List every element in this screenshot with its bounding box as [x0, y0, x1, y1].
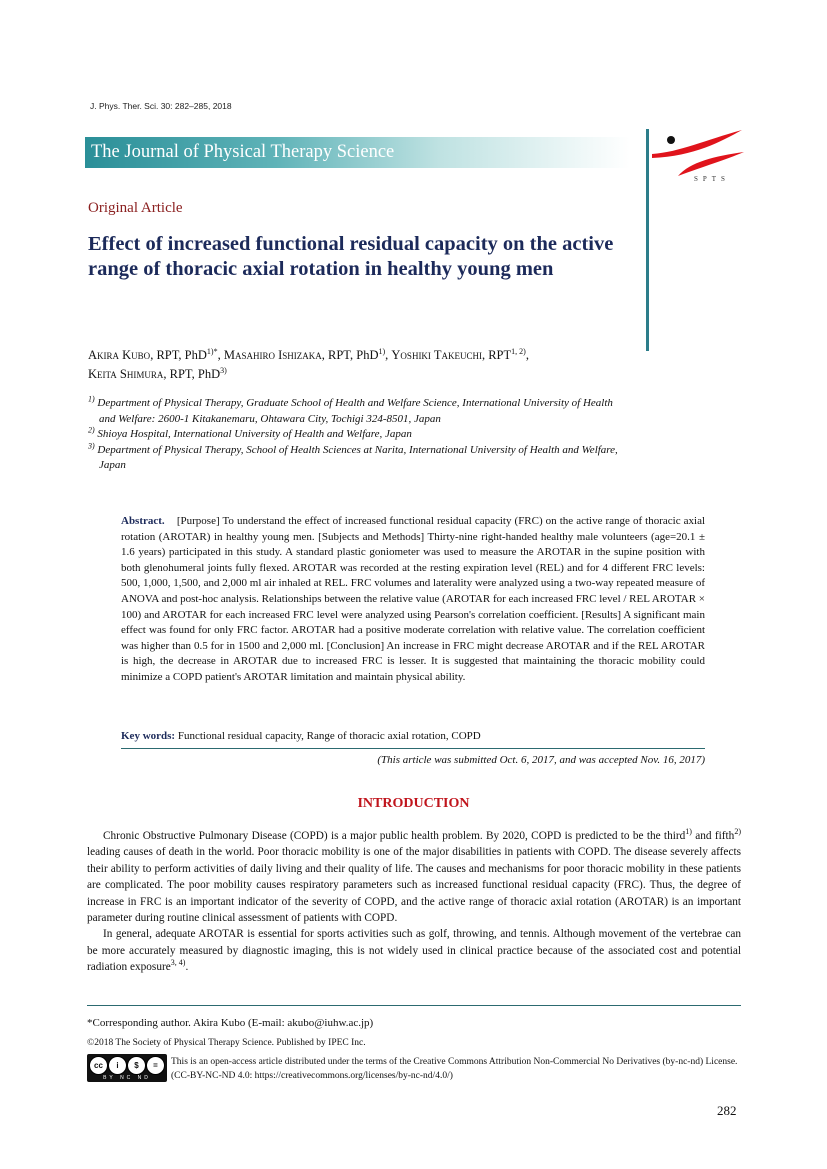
author-list: [88, 346, 628, 384]
journal-name: The Journal of Physical Therapy Science: [91, 142, 395, 162]
keywords-text: Functional residual capacity, Range of thoracic axial rotation, COPD: [175, 730, 481, 742]
divider: [646, 129, 649, 351]
author: Yoshiki Takeuchi, RPT$^{1, 2)}$,: [391, 346, 529, 362]
logo-swoosh-icon: [650, 128, 745, 178]
citation-ref[interactable]: 1): [685, 827, 692, 837]
section-heading: INTRODUCTION: [357, 796, 470, 811]
divider: [121, 748, 705, 749]
article-type: Original Article: [88, 200, 183, 216]
affiliations: [88, 396, 618, 474]
license-text: This is an open-access article distributed under the terms of the Creative Commons Attribution Non-Commercial No Derivatives (by-nc-nd) License. (CC-BY-NC-ND 4.0: https://creativecommons.org/licenses/by-nc-nd/4.0/): [171, 1057, 738, 1081]
author: Masahiro Ishizaka, RPT, PhD$^{1)}$,: [223, 346, 392, 362]
abstract-text: [Purpose] To understand the effect of increased functional residual capacity (FRC) on the active range of thoracic axial rotation (AROTAR) in healthy young men. [Subjects and Methods] Thirty-nine right-handed healthy male volunteers (age=20.1 ± 1.6 years) participated in this study. A standard plastic goniometer was used to measure the AROTAR in the supine position with both glenohumeral joints fully flexed. AROTAR was recorded at the resting expiration level (REL) and for 4 different FRC levels: 500, 1,000, 1,500, and 2,000 ml air inhaled at REL. FRC volumes and laterality were analyzed using a two-way repeated measure of ANOVA and post-hoc analysis. Relationships between the relative value (AROTAR for each increased FRC level / REL AROTAR × 100) and AROTAR for each increased FRC level were analyzed using Pearson's correlation coefficient. [Results] A significant main effect was found for only FRC factor. AROTAR had a positive moderate correlation with relative value. The correlation coefficient was higher than 0.5 for in 1500 and 2,000 ml. [Conclusion] An increase in FRC might decrease AROTAR and if the REL AROTAR is high, the decrease in AROTAR due to increased FRC is lesser. It is suggested that maintaining the thoracic mobility could minimize a COPD patient's AROTAR limitation and maintain physical ability.: [121, 515, 706, 683]
submission-dates: (This article was submitted Oct. 6, 2017, and was accepted Nov. 16, 2017): [377, 754, 705, 766]
citation-ref[interactable]: 2): [734, 827, 741, 837]
abstract-label: Abstract.: [121, 515, 165, 527]
paragraph: Chronic Obstructive Pulmonary Disease (COPD) is a major public health problem. By 2020, COPD is predicted to be the third$^{1)}$ and fifth$^{2)}$ leading causes of death in the world. Poor thoracic mobility is one of the major disabilities in patients with COPD. The disease severely affects their ability to perform activities of daily living and their quality of life. The causes and mechanisms for poor thoracic mobility in these patients are complicated. The poor mobility causes respiratory parameters such as increased functional residual capacity (FRC). Thus, the degree of increase in FRC is an important indicator of the severity of COPD, and the active range of thoracic axial rotation (AROTAR) is an important parameter during routine clinical assessment of patients with COPD.: [87, 827, 741, 925]
author: Keita Shimura, RPT, PhD$^{3)}$: [88, 365, 227, 381]
corresponding-author: *Corresponding author. Akira Kubo (E-mail: akubo@iuhw.ac.jp): [87, 1017, 374, 1029]
logo-text: SPTS: [694, 175, 730, 183]
keywords-label: Key words:: [121, 730, 176, 742]
citation-ref[interactable]: 3, 4): [170, 958, 186, 968]
keywords: [121, 730, 481, 742]
copyright: ©2018 The Society of Physical Therapy Science. Published by IPEC Inc.: [87, 1038, 366, 1048]
page-number: 282: [717, 1103, 737, 1118]
spts-logo: [650, 128, 745, 188]
affiliation: $^{1)}$ Department of Physical Therapy, Graduate School of Health and Welfare Science, International University of Health and Welfare: 2600-1 Kitakanemaru, Ohtawara City, Tochigi 324-8501, Japan: [88, 394, 613, 425]
divider: [87, 1005, 741, 1006]
affiliation: $^{2)}$ Shioya Hospital, International University of Health and Welfare, Japan: [88, 425, 412, 440]
introduction-body: [87, 828, 741, 976]
cc-license-icon[interactable]: cc i $ = BY NC ND: [87, 1054, 167, 1082]
author: Akira Kubo, RPT, PhD$^{1)*}$,: [88, 346, 224, 362]
article-title: Effect of increased functional residual capacity on the active range of thoracic axial rotation in healthy young men: [88, 233, 614, 280]
paragraph: In general, adequate AROTAR is essential for sports activities such as golf, throwing, and tennis. Although movement of the vertebrae can be more accurately measured by diagnostic imaging, this is not widely used in clinical practice because of the associated cost and potential radiation exposure$^{3, 4)}$.: [87, 928, 741, 974]
affiliation: $^{3)}$ Department of Physical Therapy, School of Health Sciences at Narita, International University of Health and Welfare, Japan: [88, 440, 618, 471]
journal-citation: J. Phys. Ther. Sci. 30: 282–285, 2018: [90, 101, 232, 111]
abstract: [121, 514, 705, 686]
journal-banner: [85, 137, 630, 168]
